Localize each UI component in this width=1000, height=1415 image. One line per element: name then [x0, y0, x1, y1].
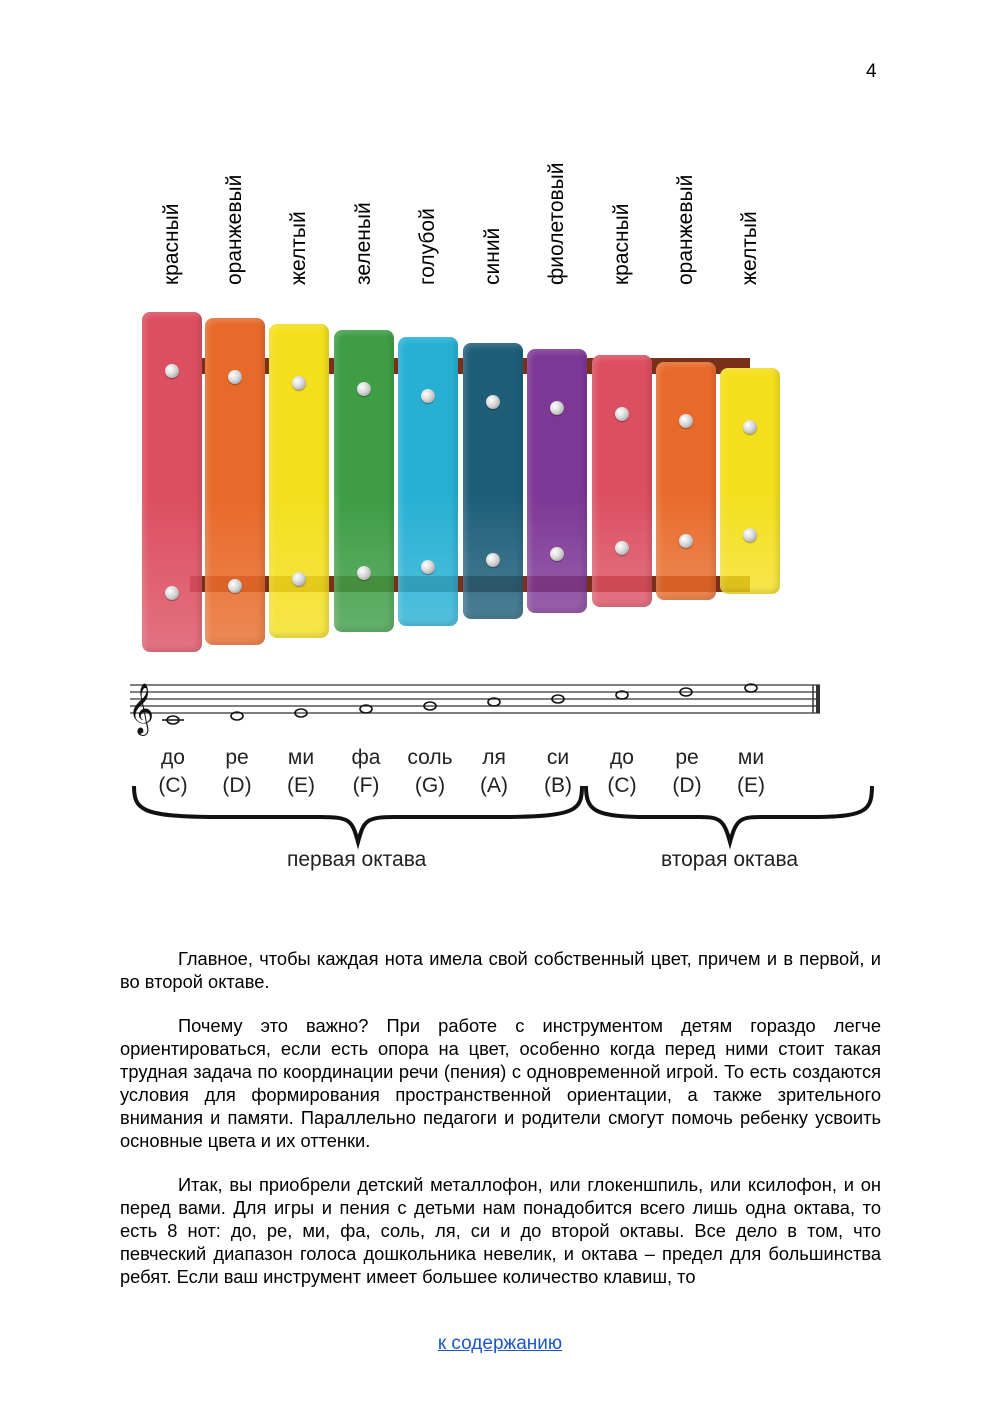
- table-of-contents-link[interactable]: к содержанию: [437, 1333, 563, 1354]
- rivet-icon: [421, 389, 435, 403]
- rivet-icon: [357, 382, 371, 396]
- rivet-icon: [228, 579, 242, 593]
- rivet-icon: [679, 414, 693, 428]
- rivet-icon: [743, 420, 757, 434]
- rivet-icon: [743, 528, 757, 542]
- treble-clef-icon: 𝄞: [128, 683, 155, 734]
- note-letter: (A): [480, 774, 508, 797]
- note-letter: (F): [352, 774, 380, 797]
- page-number: 4: [866, 61, 877, 82]
- rivet-icon: [165, 586, 179, 600]
- rivet-icon: [228, 370, 242, 384]
- note-name: ми: [737, 746, 765, 769]
- paragraph-3: Итак, вы приобрели детский металлофон, или глокеншпиль, или ксилофон, и он перед вами. Для игры и пения с детьми нам понадобится всего лишь одна октава, то есть 8 нот: до, ре, ми, фа, соль, ля, си и до второй октавы. Все дело в том, что певческий диапазон голоса дошкольника невелик, и октава – предел для большинства ребят. Если ваш инструмент имеет большее количество клавиш, то: [120, 1174, 881, 1287]
- note-letter: (E): [737, 774, 765, 797]
- note-letter: (D): [222, 774, 252, 797]
- xylophone-bar: [592, 355, 652, 607]
- xylophone-bar: [205, 318, 265, 645]
- rivet-icon: [357, 566, 371, 580]
- xylophone-bar: [269, 324, 329, 638]
- note-name: ре: [675, 746, 699, 769]
- music-staff: [120, 668, 830, 738]
- xylophone-figure: красный оранжевый желтый зеленый голубой синий фиолетовый красный оранжевый желтый: [0, 0, 1000, 660]
- rivet-icon: [486, 395, 500, 409]
- note-name: соль: [407, 746, 453, 769]
- note-name: си: [546, 746, 570, 769]
- note-name: ре: [225, 746, 249, 769]
- first-octave-label: первая октава: [287, 848, 427, 871]
- note-name: фа: [351, 746, 381, 769]
- note-letter: (C): [607, 774, 637, 797]
- xylophone-bar: [398, 337, 458, 626]
- xylophone-bar: [527, 349, 587, 613]
- paragraph-1: Главное, чтобы каждая нота имела свой собственный цвет, причем и в первой, и во второй октаве.: [120, 948, 881, 992]
- xylophone-bar: [334, 330, 394, 632]
- second-octave-label: вторая октава: [661, 848, 799, 871]
- rivet-icon: [550, 401, 564, 415]
- xylophone-bar: [656, 362, 716, 600]
- xylophone-bar: [720, 368, 780, 594]
- rivet-icon: [421, 560, 435, 574]
- rivet-icon: [550, 547, 564, 561]
- note-letter: (E): [287, 774, 315, 797]
- first-octave-brace: [134, 786, 582, 842]
- note-name: до: [610, 746, 634, 769]
- rivet-icon: [615, 407, 629, 421]
- note-name: до: [161, 746, 185, 769]
- rivet-icon: [615, 541, 629, 555]
- second-octave-brace: [586, 786, 872, 842]
- note-letter: (G): [414, 774, 446, 797]
- note-letter: (C): [158, 774, 188, 797]
- rivet-icon: [486, 553, 500, 567]
- note-name: ля: [482, 746, 506, 769]
- rivet-icon: [292, 572, 306, 586]
- xylophone-bar: [142, 312, 202, 652]
- octave-braces: [120, 780, 890, 850]
- paragraph-2: Почему это важно? При работе с инструментом детям гораздо легче ориентироваться, если есть опора на цвет, особенно когда перед ними стоит такая трудная задача по координации речи (пения) с одновременной игрой. То есть создаются условия для формирования пространственной ориентации, а также зрительного внимания и памяти. Параллельно педагоги и родители смогут помочь ребенку усвоить основные цвета и их оттенки.: [120, 1015, 881, 1151]
- rivet-icon: [292, 376, 306, 390]
- rivet-icon: [679, 534, 693, 548]
- note-name: ми: [287, 746, 315, 769]
- rivet-icon: [165, 364, 179, 378]
- note-letter: (B): [544, 774, 572, 797]
- note-letter: (D): [672, 774, 702, 797]
- xylophone-bar: [463, 343, 523, 619]
